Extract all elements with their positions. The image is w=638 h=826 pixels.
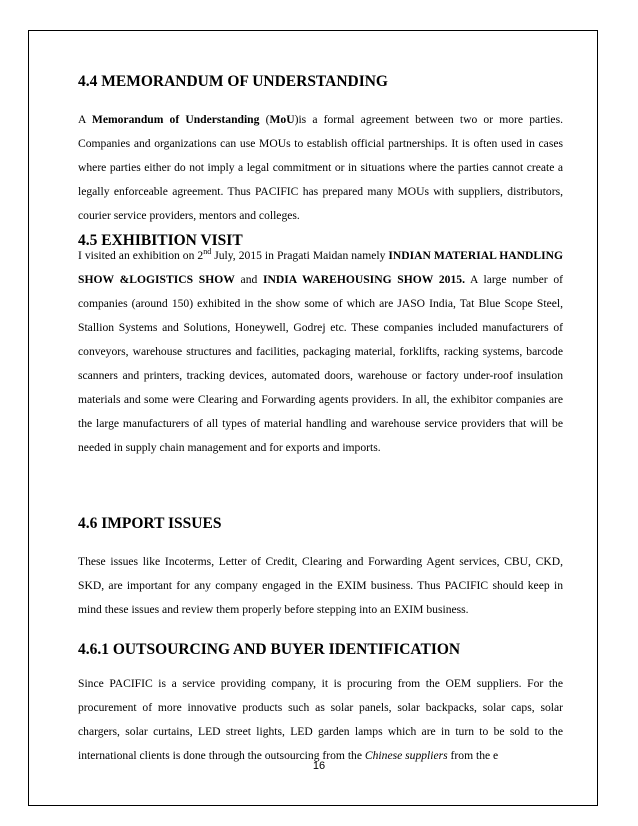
- bold-abbrev-mou: MoU: [269, 113, 295, 126]
- paragraph-outsourcing: [78, 672, 563, 768]
- text-run: )is a formal agreement between two or more parties. Companies and organizations can use MOUs to establish official partnerships. It is often used in cases where parties either do not imply a legal commitment or in situations where the parties cannot create a legally enforceable agreement. Thus PACIFIC has prepared many MOUs with suppliers, distributors, courier service providers, mentors and colleges.: [78, 113, 563, 222]
- superscript: nd: [203, 247, 212, 257]
- text-run: from the e: [447, 749, 499, 762]
- heading-4-4: 4.4 MEMORANDUM OF UNDERSTANDING: [78, 73, 388, 90]
- bold-show-name-2: INDIA WAREHOUSING SHOW 2015.: [263, 273, 465, 286]
- text-run: and: [234, 273, 264, 286]
- text-run: (: [259, 113, 270, 126]
- bold-show-name: INDIAN MATERIAL HANDLING SHOW &LOGISTICS SHOW: [78, 249, 563, 286]
- heading-4-6: 4.6 IMPORT ISSUES: [78, 515, 222, 532]
- paragraph-mou: [78, 108, 563, 228]
- text-run: July, 2015 in Pragati Maidan namely: [211, 249, 389, 262]
- heading-4-6-1: 4.6.1 OUTSOURCING AND BUYER IDENTIFICATION: [78, 641, 461, 658]
- italic-term: Chinese suppliers: [364, 749, 448, 762]
- text-run: A large number of companies (around 150) exhibited in the show some of which are JASO India, Tat Blue Scope Steel, Stallion Systems and Solutions, Honeywell, Godrej etc. These companies included manufacturers of conveyors, warehouse structures and facilities, packaging material, forklifts, racking systems, barcode scanners and printers, tracking devices, automated doors, warehouse or factory under-roof insulation materials and some were Clearing and Forwarding agents providers. In all, the exhibitor companies are the large manufacturers of all types of material handling and warehouse service providers that will be needed in supply chain management and for exports and imports.: [78, 273, 563, 454]
- text-run: These issues like Incoterms, Letter of Credit, Clearing and Forwarding Agent services, CBU, CKD, SKD, are important for any company engaged in the EXIM business. Thus PACIFIC should keep in mind these issues and review them properly before stepping into an EXIM business.: [78, 555, 563, 616]
- heading-4-5: 4.5 EXHIBITION VISIT: [78, 232, 243, 249]
- bold-term-mou: Memorandum of Understanding: [91, 113, 260, 126]
- paragraph-import-issues: [78, 550, 563, 622]
- text-run: A: [78, 113, 92, 126]
- paragraph-exhibition: [78, 244, 563, 460]
- text-run: I visited an exhibition on 2: [78, 249, 204, 262]
- page-number: 16: [312, 760, 326, 772]
- text-run: Since PACIFIC is a service providing company, it is procuring from the OEM suppliers. For the procurement of more innovative products such as solar panels, solar backpacks, solar caps, solar chargers, solar curtains, LED street lights, LED garden lamps which are in turn to be sold to the international clients is done through the outsourcing from the: [78, 677, 563, 762]
